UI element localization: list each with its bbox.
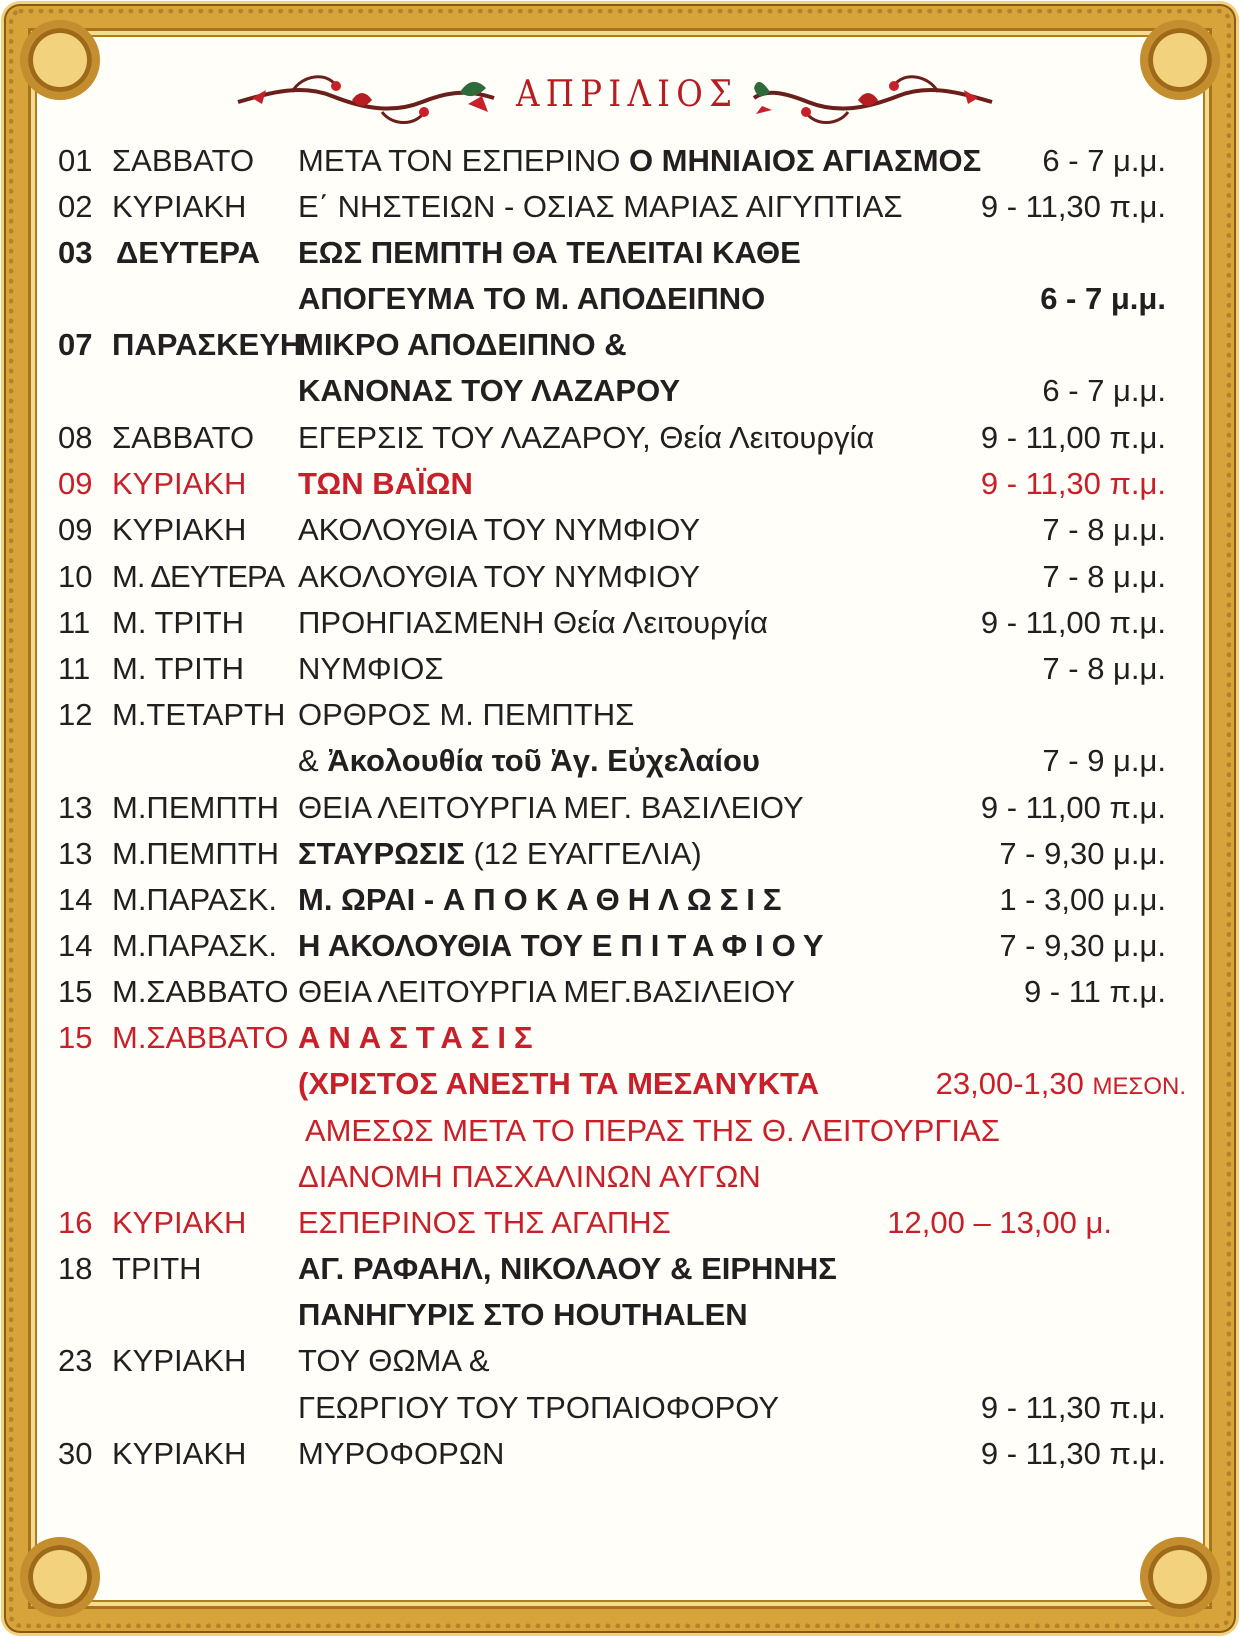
service-time: 7 - 9,30 μ.μ. — [999, 836, 1166, 871]
service-text-spaced: ΑΠΟΚΑΘΗΛΩΣΙΣ — [442, 882, 790, 917]
service-description: ΓΕΩΡΓΙΟΥ ΤΟΥ ΤΡΟΠΑΙΟΦΟΡΟΥ — [298, 1390, 780, 1425]
schedule-row-continuation — [58, 1064, 1186, 1104]
service-text: & — [298, 743, 328, 778]
schedule-row — [58, 834, 1178, 874]
schedule-row — [58, 926, 1178, 966]
day-number: 11 — [58, 605, 91, 640]
day-number: 15 — [58, 974, 93, 1009]
service-description: ΕΓΕΡΣΙΣ ΤΟΥ ΛΑΖΑΡΟΥ, Θεία Λειτουργία — [298, 420, 875, 455]
schedule-row-highlight — [58, 1203, 1178, 1243]
service-description — [298, 926, 832, 966]
service-description: ΑΜΕΣΩΣ ΜΕΤΑ ΤΟ ΠΕΡΑΣ ΤΗΣ Θ. ΛΕΙΤΟΥΡΓΙΑΣ — [298, 1113, 1000, 1148]
service-description: ΤΩΝ ΒΑΪΩΝ — [298, 466, 473, 501]
schedule-row-continuation — [58, 1157, 1178, 1197]
service-description: ΜΥΡΟΦΟΡΩΝ — [298, 1436, 505, 1471]
weekday: Μ. ΤΡΙΤΗ — [112, 605, 245, 640]
day-number: 01 — [58, 143, 93, 178]
service-time: 9 - 11,30 π.μ. — [980, 189, 1166, 224]
schedule-row — [58, 603, 1178, 643]
service-time: 6 - 7 μ.μ. — [1040, 281, 1166, 316]
service-description: ΑΓ. ΡΑΦΑΗΛ, ΝΙΚΟΛΑΟΥ & ΕΙΡΗΝΗΣ — [298, 1251, 837, 1286]
weekday: Μ.ΠΕΜΠΤΗ — [112, 836, 280, 871]
weekday: ΚΥΡΙΑΚΗ — [112, 1343, 247, 1378]
day-number: 23 — [58, 1343, 93, 1378]
weekday: ΚΥΡΙΑΚΗ — [112, 1436, 247, 1471]
schedule-row-continuation — [58, 279, 1178, 319]
weekday: Μ. ΤΡΙΤΗ — [112, 651, 245, 686]
day-number: 07 — [58, 327, 93, 362]
schedule-row — [58, 141, 1178, 181]
day-number: 16 — [58, 1205, 93, 1240]
service-time: 7 - 8 μ.μ. — [1042, 559, 1166, 594]
day-number: 15 — [58, 1020, 93, 1055]
service-time: 7 - 8 μ.μ. — [1042, 651, 1166, 686]
service-description: ΑΚΟΛΟΥΘΙΑ ΤΟΥ ΝΥΜΦΙΟΥ — [298, 512, 701, 547]
schedule-row — [58, 1341, 1178, 1381]
weekday: ΚΥΡΙΑΚΗ — [112, 1205, 247, 1240]
service-description: ΠΑΝΗΓΥΡΙΣ ΣΤΟ HOUTHALEN — [298, 1297, 748, 1332]
service-time: 9 - 11,00 π.μ. — [980, 420, 1166, 455]
service-time: 9 - 11,00 π.μ. — [980, 790, 1166, 825]
day-number: 10 — [58, 559, 93, 594]
schedule-row — [58, 510, 1178, 550]
weekday: Μ.ΠΑΡΑΣΚ. — [112, 928, 278, 963]
service-time — [936, 1064, 1186, 1107]
weekday: ΣΑΒΒΑΤΟ — [112, 420, 255, 455]
day-number: 14 — [58, 882, 93, 917]
day-number: 30 — [58, 1436, 93, 1471]
right-flourish-ornament — [748, 62, 998, 134]
schedule-row — [58, 557, 1178, 597]
weekday: ΚΥΡΙΑΚΗ — [112, 466, 247, 501]
weekday: ΔΕΥΤΕΡΑ — [116, 235, 261, 270]
schedule-row-highlight — [58, 1018, 1178, 1058]
schedule-row — [58, 695, 1178, 735]
service-text: Η ΑΚΟΛΟΥΘΙΑ ΤΟΥ — [298, 928, 592, 963]
left-flourish-ornament — [232, 62, 500, 134]
day-number: 14 — [58, 928, 93, 963]
weekday: ΤΡΙΤΗ — [112, 1251, 202, 1286]
day-number: 13 — [58, 836, 93, 871]
service-description: ΟΡΘΡΟΣ Μ. ΠΕΜΠΤΗΣ — [298, 697, 635, 732]
service-description: ΑΝΑΣΤΑΣΙΣ — [298, 1020, 541, 1055]
weekday: ΚΥΡΙΑΚΗ — [112, 512, 247, 547]
service-description: ΕΣΠΕΡΙΝΟΣ ΤΗΣ ΑΓΑΠΗΣ — [298, 1205, 671, 1240]
service-description: ΠΡΟΗΓΙΑΣΜΕΝΗ Θεία Λειτουργία — [298, 605, 768, 640]
service-description: ΔΙΑΝΟΜΗ ΠΑΣΧΑΛΙΝΩΝ ΑΥΓΩΝ — [298, 1159, 761, 1194]
service-description — [298, 880, 790, 920]
service-description: ΚΑΝΟΝΑΣ ΤΟΥ ΛΑΖΑΡΟΥ — [298, 373, 681, 408]
frame-corner-ornament — [1140, 1537, 1220, 1617]
service-time-value: 23,00-1,30 — [935, 1066, 1093, 1101]
day-number: 12 — [58, 697, 93, 732]
schedule-row — [58, 972, 1178, 1012]
month-title: ΑΠΡΙΛΙΟΣ — [516, 74, 739, 115]
service-description: ΘΕΙΑ ΛΕΙΤΟΥΡΓΙΑ ΜΕΓ. ΒΑΣΙΛΕΙΟΥ — [298, 790, 804, 825]
service-description: (ΧΡΙΣΤΟΣ ΑΝΕΣΤΗ ΤΑ ΜΕΣΑΝΥΚΤΑ — [298, 1066, 820, 1101]
schedule-row-continuation — [58, 741, 1178, 781]
day-number: 11 — [58, 651, 91, 686]
service-description: ΕΩΣ ΠΕΜΠΤΗ ΘΑ ΤΕΛΕΙΤΑΙ ΚΑΘΕ — [298, 235, 801, 270]
service-time: 9 - 11,30 π.μ. — [980, 466, 1166, 501]
weekday: ΚΥΡΙΑΚΗ — [112, 189, 247, 224]
day-number: 18 — [58, 1251, 93, 1286]
schedule-row-continuation — [58, 371, 1178, 411]
weekday: Μ.ΣΑΒΒΑΤΟ — [112, 1020, 289, 1055]
schedule-row — [58, 233, 1178, 273]
service-time: 9 - 11,30 π.μ. — [980, 1390, 1166, 1425]
service-description: ΝΥΜΦΙΟΣ — [298, 651, 444, 686]
service-description — [298, 741, 760, 781]
service-text: (12 ΕΥΑΓΓΕΛΙΑ) — [464, 836, 702, 871]
service-description: Ε΄ ΝΗΣΤΕΙΩΝ - ΟΣΙΑΣ ΜΑΡΙΑΣ ΑΙΓΥΠΤΙΑΣ — [298, 189, 903, 224]
day-number: 09 — [58, 466, 93, 501]
schedule-row — [58, 788, 1178, 828]
service-description — [298, 141, 981, 181]
service-text-spaced: ΕΠΙΤΑΦΙΟΥ — [591, 928, 832, 963]
service-time: 12,00 – 13,00 μ. — [887, 1205, 1112, 1240]
service-time: 9 - 11,00 π.μ. — [980, 605, 1166, 640]
weekday: Μ.ΠΕΜΠΤΗ — [112, 790, 280, 825]
service-description: ΤΟΥ ΘΩΜΑ & — [298, 1343, 490, 1378]
day-number: 03 — [58, 235, 93, 270]
day-number: 02 — [58, 189, 93, 224]
weekday: ΣΑΒΒΑΤΟ — [112, 143, 255, 178]
service-time: 6 - 7 μ.μ. — [1042, 373, 1166, 408]
service-time: 9 - 11,30 π.μ. — [980, 1436, 1166, 1471]
schedule-row — [58, 418, 1178, 458]
service-text: Μ. ΩΡΑΙ - — [298, 882, 443, 917]
weekday: Μ.ΣΑΒΒΑΤΟ — [112, 974, 289, 1009]
schedule-row — [58, 1249, 1178, 1289]
schedule-row-continuation — [58, 1295, 1178, 1335]
day-number: 13 — [58, 790, 93, 825]
frame-corner-ornament — [20, 1537, 100, 1617]
service-time: 7 - 8 μ.μ. — [1042, 512, 1166, 547]
service-description: ΘΕΙΑ ΛΕΙΤΟΥΡΓΙΑ ΜΕΓ.ΒΑΣΙΛΕΙΟΥ — [298, 974, 796, 1009]
service-time: 9 - 11 π.μ. — [1023, 974, 1166, 1009]
service-time: 7 - 9 μ.μ. — [1042, 743, 1166, 778]
service-text-bold: Ο ΜΗΝΙΑΙΟΣ ΑΓΙΑΣΜΟΣ — [628, 143, 982, 178]
service-text-bold: ΣΤΑΥΡΩΣΙΣ — [298, 836, 465, 871]
service-time: 7 - 9,30 μ.μ. — [999, 928, 1166, 963]
schedule-row-highlight — [58, 464, 1178, 504]
schedule-row — [58, 1434, 1178, 1474]
weekday: Μ.ΠΑΡΑΣΚ. — [112, 882, 278, 917]
service-description — [298, 834, 702, 874]
service-time: 6 - 7 μ.μ. — [1042, 143, 1166, 178]
service-description: ΑΚΟΛΟΥΘΙΑ ΤΟΥ ΝΥΜΦΙΟΥ — [298, 559, 701, 594]
day-number: 09 — [58, 512, 93, 547]
weekday: Μ. ΔΕΥΤΕΡΑ — [112, 559, 285, 594]
service-description: ΑΠΟΓΕΥΜΑ ΤΟ Μ. ΑΠΟΔΕΙΠΝΟ — [298, 281, 766, 316]
schedule-row — [58, 649, 1178, 689]
service-text: ΜΕΤΑ ΤΟΝ ΕΣΠΕΡΙΝΟ — [298, 143, 629, 178]
weekday: Μ.ΤΕΤΑΡΤΗ — [112, 697, 286, 732]
service-time-suffix: ΜΕΣΟΝ. — [1092, 1073, 1186, 1100]
month-header — [0, 62, 1240, 134]
service-text-bold: Ἀκολουθία τοῦ Ἁγ. Εὐχελαίου — [327, 743, 760, 778]
day-number: 08 — [58, 420, 93, 455]
schedule-row-continuation — [58, 1111, 1178, 1151]
weekday: ΠΑΡΑΣΚΕΥΗ — [112, 327, 303, 362]
schedule-row — [58, 325, 1178, 365]
schedule-row — [58, 880, 1178, 920]
schedule-row-continuation — [58, 1388, 1178, 1428]
schedule-row — [58, 187, 1178, 227]
service-description: ΜΙΚΡΟ ΑΠΟΔΕΙΠΝΟ & — [298, 327, 627, 362]
service-time: 1 - 3,00 μ.μ. — [999, 882, 1166, 917]
